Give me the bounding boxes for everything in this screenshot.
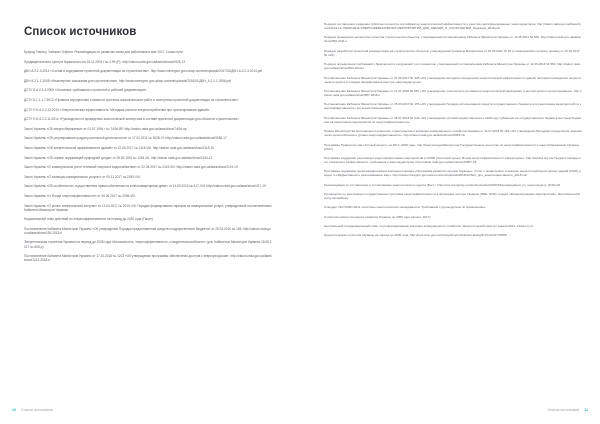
reference-entry: Руководство по реализации государственных программ энергоэффективности в жилищном секторе Украины (НЕЕ, 2016), раздел «Финансирование мероприятий». http://www.eefund.org.ua/ua/library: [324, 192, 581, 201]
reference-entry: Закон Украины «О жилищно-коммунальных услугах» от 09.11.2017 № 2189-VIII.: [24, 174, 141, 179]
references-list-left: [24, 50, 272, 268]
reference-entry: ДБН А.2.1-1-2008 «Инженерные изыскания для строительства». http://www.minregion.gov.ua/wp-content/uploads/2016/01/ДБН_А.2.1-1-2008.pdf: [24, 78, 231, 83]
reference-entry: Порядок определения требований к безопасности сооружений и их элементов, утвержденный постановлением Кабинета Министров Украины от 11.06.2014 № 563. http://zakon.rada.gov.ua/laws/show/563-2014-п: [324, 62, 581, 71]
footer-label: Список источников: [21, 408, 53, 412]
page-title: Список источников: [24, 26, 137, 38]
reference-entry: Программа поддержки энергомодернизации жилищного фонда «Программа развития городов Украины». Отчет о мониторинге и анализе энергопотребления жилых зданий (2018), раздел 4 «Эффективность реализованных мер». http://www.minregion.gov.ua/wp-content/uploads/2018/12/Звіт_про_енергоефективність_2018.pdf: [324, 169, 582, 178]
reference-entry: Энергетическая стратегия Украины на период до 2035 года, http://mpe.kmu.gov.ua/minugol/control/uk/doccatalog/list?currDir=50358: [324, 233, 507, 238]
reference-entry: Программа Правительства «Теплый кредит» на 2017–2020 годы. http://www.energoeffekt.gov.ua/ Государственное агентство по энергоэффективности и энергосбережению Украины (2017).: [324, 142, 580, 151]
reference-entry: Закон Украины «Об энергосбережении» от 01.07.1994 г № 74/94-ВР. http://zakon.rada.gov.ua/laws/show/74/94-вр: [24, 126, 187, 131]
page-number: 11: [584, 408, 588, 412]
reference-entry: Закон Украины «Об энергетической эффективности зданий» от 22.06.2017 № 2118-VIII. http://zakon.rada.gov.ua/laws/show/2118-19: [24, 145, 214, 150]
reference-entry: ДСТУ Б.1.1.1-7:2013 «Правила определения стоимости проектно-изыскательских работ и экспертизы проектной документации на строительство».: [24, 97, 239, 102]
reference-entry: Закон Украины «О коммерческом учете тепловой энергии и водоснабжения» от 22.06.2017 № 2119-VIII. http://zakon.rada.gov.ua/laws/show/2119-19: [24, 165, 238, 170]
reference-entry: Стратегия низкоуглеродного развития Украины до 2050 года (проект, 2017).: [324, 214, 432, 219]
reference-entry: Закон Украины «Об особенностях осуществления права собственности в многоквартирном доме» от 14.05.2015 № 417-VIII. http://zakon.rada.gov.ua/laws/show/417-19: [24, 184, 266, 189]
reference-entry: Рекомендации по составлению и согласованию энергетического аудита (Вып.). https://ua.energy/wp-content/uploads/2018/03/Рекомендации_по_энергоаудиту_2018.pdf: [324, 182, 560, 187]
reference-entry: Закон Украины «Об регулировании градостроительной деятельности» от 17.02.2011 № 3038-VI. http://zakon.rada.gov.ua/laws/show/3038-17: [24, 136, 227, 141]
reference-entry: Постановление Кабинета Министров Украины «Об утверждении Порядка предоставления средств государственного бюджета» от 25.03.2015 № 155. http://zakon.rada.gov.ua/laws/show/155-2015-п: [24, 226, 271, 235]
page-footer-left: [12, 408, 53, 412]
reference-entry: Браунд Тэмлер, Хайнрич Гейринг. Рекомендации по развитию связи для работников в мае 2017. Сказы пути.: [24, 50, 184, 54]
reference-entry: Национальный план действий по энергоэффективности на период до 2020 года (Пакет).: [24, 217, 154, 222]
reference-entry: Программа поддержки реализации энергоэффективных мероприятий в ОСББ (пилотный проект Фонда энергоэффективности «Энергодом»). http://eefund.org.ua/ Порядок проведения, показатели эффективности, требования к энергоаудиторам. http://zakon.rada.gov.ua/laws/show/z0857-18: [324, 155, 581, 164]
reference-entry: Предварительного Центра Украинского на 15.11.2003 г № 4.99 (Р). http://zakon.rada.gov.ua/laws/show/z0928-13: [24, 59, 186, 64]
reference-entry: ДБН А.2.2-3:2014 «Состав и содержание проектной документации на строительство». http://www.minregion.gov.ua/wp-content/uploads/2017/02/ДБН-А.2.2-3-2014.pdf: [24, 69, 263, 74]
reference-entry: Порядок проведения экспертизы проектов строительства объектов, утвержденный постановлением Кабинета Министров Украины от 11.05.2011 № 560. http://zakon.rada.gov.ua/laws/show/560-2011-п: [324, 35, 582, 44]
page-number: 10: [12, 408, 16, 412]
reference-entry: Приказ Министерства регионального развития, строительства и жилищно-коммунального хозяйства Украины от 11.07.2018 № 169 «Об утверждении Методики определения экономически целесообразного уровня энергоэффективности». http://zakon.rada.gov.ua/laws/show/z0843-18: [324, 129, 582, 138]
footer-label: Список источников: [547, 408, 580, 412]
reference-entry: Закон Украины «О Фонде энергоэффективности» от 08.06.2017 № 2095-VIII.: [24, 193, 136, 198]
reference-entry: Постановление Кабинета Министров Украины от 11.07.2018 № 587 «Об утверждении технического регламента энергетической маркировки и экологического проектирования». http://zakon.rada.gov.ua/laws/show/587-2018-п: [324, 88, 582, 97]
reference-entry: Центральный координационный совет по реформированию жилищно-коммунального хозяйства. Энергетический паспорт здания 2014, Сказы пути.: [324, 224, 534, 229]
reference-entry: ДСТУ Б А.2.4-4:2009 «Основные требования к проектной и рабочей документации».: [24, 88, 148, 93]
reference-entry: ДСТУ Н Б А.2.2-12:2015 «Энергетическая эффективность. Методика расчета энергопотребления при проектировании зданий».: [24, 107, 211, 112]
reference-entry: Постановление Кабинета Министров Украины от 07.06.2017 № 405 «Об утверждении методики определения энергетической эффективности зданий, методики проведения энергетического аудита и порядка формирования реестра энергоаудиторов».: [324, 75, 582, 84]
reference-entry: Порядок разработки проектной документации на строительство объектов, утвержденный приказом Минрегиона от 16.05.2011 № 45 (с изменениями согласно приказу от 23.03.2017 № 122).: [324, 48, 580, 57]
reference-entry: Порядок составления и ведения публичного реестра сертификатов энергетической эффективности и реестра сертифицированных энергоаудиторов. http://zakon.rada.gov.ua/laws/show/z0123-19, ПЕРЕЧЕНЬ ЭНЕРГОЭФФЕКТИВНЫХ МЕРОПРИЯТИЙ_ДЛЯ_ЗДАНИЙ_И_СООРУЖЕНИЙ_Редакция_2019.pdf: [324, 22, 581, 31]
reference-entry: Постановление Кабинета Министров Украины от 25.03.2015 № 155 «Об утверждении Порядка использования средств государственного бюджета для реализации мероприятий по энергоэффективности» (со всеми изменениями).: [324, 102, 582, 111]
reference-entry: Постановление Кабинета Министров Украины от 17.10.2018 № 1213 «Об утверждении программы обеспечения доступа к энергоресурсам». http://zakon.rada.gov.ua/laws/show/1213-2018-п: [24, 254, 272, 263]
reference-entry: Стандарт ISO 50001:2011 «Системы энергетического менеджмента. Требования с руководством по применению».: [324, 205, 487, 210]
reference-entry: Постановление Кабинета Министров Украины от 26.07.2018 № 646 «Об утверждении условий предоставления в 2018 году субвенции из государственного бюджета местным бюджетам на выполнение мероприятий по энергоэффективности».: [324, 115, 582, 124]
reference-entry: Закон Украины «Об охране окружающей природной среды» от 25.06.1991 № 1264-XII. http://zakon.rada.gov.ua/laws/show/1264-12: [24, 155, 213, 160]
right-page: [300, 0, 600, 424]
reference-entry: Закон Украины «О рынке электрической энергии» от 13.04.2017 № 2019-VIII. Порядок формирования тарифов на коммунальные услуги, утвержденный постановлением Кабинета Министров Украины.: [24, 203, 272, 212]
references-list-right: [324, 22, 582, 243]
reference-entry: Энергетическая стратегия Украины на период до 2035 года «Безопасность, энергоэффективность, конкурентоспособность» (утв. Кабинетом Министров Украины 18.08.2017 № 605-р).: [24, 240, 272, 249]
page-footer-right: [548, 408, 588, 412]
reference-entry: ДСТУ Н Б А.2.2-11:2014 «Руководство по проведению экологической экспертизы в составе проектной документации для объектов строительства».: [24, 117, 240, 122]
